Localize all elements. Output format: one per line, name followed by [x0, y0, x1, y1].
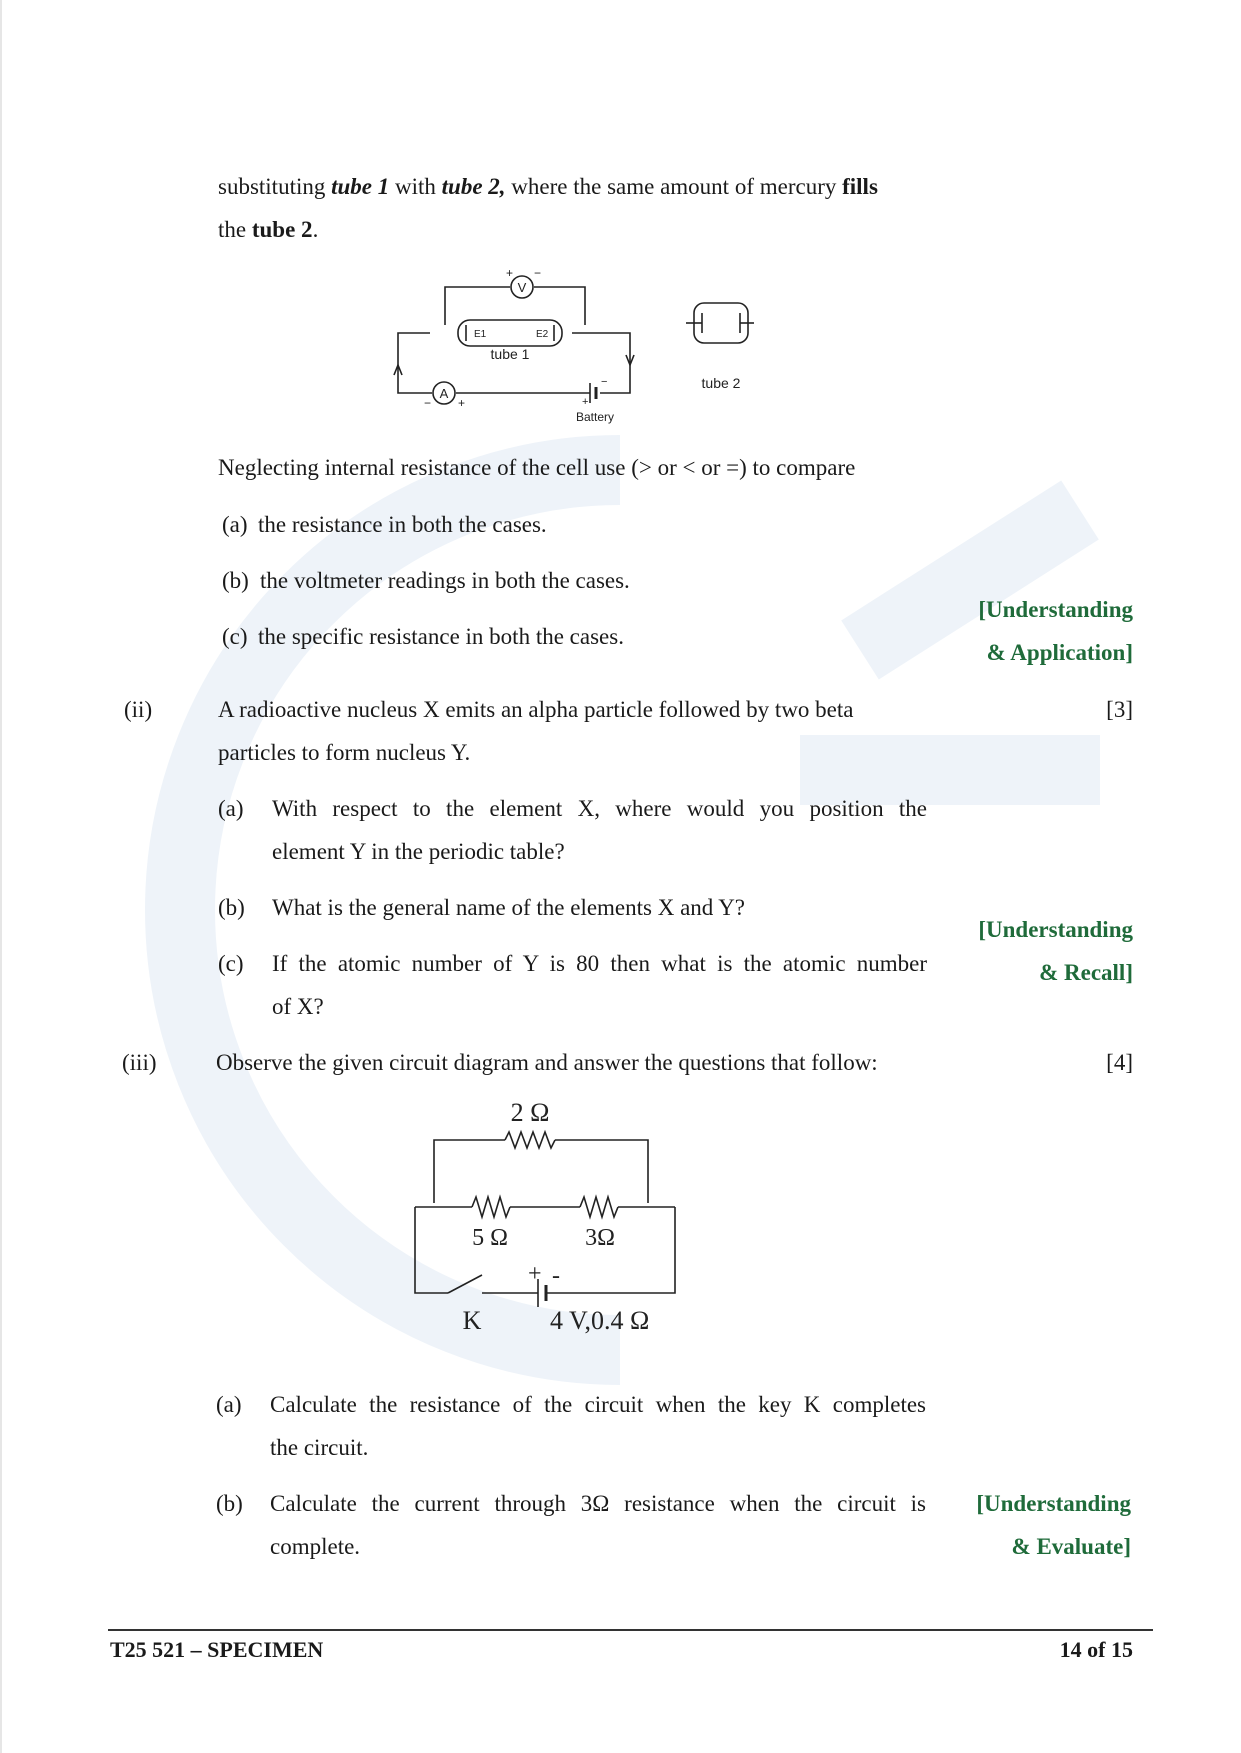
- q2-c-line-2: of X?: [272, 994, 324, 1019]
- q1-stem: Neglecting internal resistance of the cell use (> or < or =) to compare: [218, 455, 856, 480]
- q3-a-label: (a): [216, 1392, 242, 1417]
- battery-plus-sign: +: [528, 1261, 542, 1287]
- voltmeter-minus: −: [534, 266, 542, 280]
- ammeter-symbol: A: [439, 386, 449, 401]
- q3-a-line-2: the circuit.: [270, 1435, 369, 1460]
- q2-skill-tag-2: & Recall]: [1039, 960, 1133, 985]
- q2-marks: [3]: [1106, 697, 1133, 722]
- electrode-e1: E1: [474, 329, 487, 340]
- page-number: 14 of 15: [1059, 1637, 1133, 1662]
- resistor-circuit-diagram: [400, 1085, 700, 1345]
- q3-b-line-1: Calculate the current through 3Ω resistance when the circuit is: [270, 1491, 926, 1516]
- key-switch: [448, 1275, 482, 1293]
- q1-skill-tag-2: & Application]: [986, 640, 1133, 665]
- q2-a-label: (a): [218, 796, 244, 821]
- intro-line-1: substituting tube 1 with tube 2, where the same amount of mercury fills: [218, 174, 878, 199]
- page-edge: [0, 0, 2, 1753]
- q2-stem-line-2: particles to form nucleus Y.: [218, 740, 471, 765]
- q1-b-text: the voltmeter readings in both the cases.: [260, 568, 630, 593]
- q3-marks: [4]: [1106, 1050, 1133, 1075]
- tube1-label: tube 1: [490, 346, 530, 362]
- q2-b-text: What is the general name of the elements X and Y?: [272, 895, 746, 920]
- electrode-e2: E2: [536, 329, 549, 340]
- battery-plus: +: [582, 396, 589, 408]
- q2-b-label: (b): [218, 895, 245, 920]
- q1-b-label: (b): [222, 568, 249, 593]
- key-label: K: [462, 1306, 482, 1335]
- q3-b-label: (b): [216, 1491, 243, 1516]
- q1-a-text: the resistance in both the cases.: [258, 512, 547, 537]
- tube2-label: tube 2: [701, 375, 741, 391]
- battery-emf-label: 4 V,0.4 Ω: [550, 1306, 650, 1335]
- q2-skill-tag-1: [Understanding: [978, 917, 1133, 942]
- q2-stem-line-1: A radioactive nucleus X emits an alpha particle followed by two beta: [218, 697, 854, 722]
- battery-label: Battery: [575, 410, 615, 424]
- q1-c-text: the specific resistance in both the cases.: [258, 624, 624, 649]
- battery-minus: −: [601, 376, 608, 388]
- q2-c-line-1: If the atomic number of Y is 80 then what is the atomic number: [272, 951, 927, 976]
- footer-divider: [108, 1629, 1153, 1631]
- q2-c-label: (c): [218, 951, 244, 976]
- resistor-2-ohm-label: 2 Ω: [510, 1098, 550, 1127]
- q2-number: (ii): [124, 697, 153, 722]
- q3-b-line-2: complete.: [270, 1534, 361, 1559]
- q1-a-label: (a): [222, 512, 248, 537]
- resistor-5-ohm-label: 5 Ω: [472, 1225, 508, 1251]
- q1-skill-tag-1: [Understanding: [978, 597, 1133, 622]
- q2-a-line-1: With respect to the element X, where would you position the: [272, 796, 927, 821]
- tube-circuit-diagram: [390, 265, 800, 435]
- q3-skill-tag-1: [Understanding: [976, 1491, 1131, 1516]
- ammeter-plus: +: [458, 396, 466, 410]
- intro-line-2: the tube 2.: [218, 217, 319, 242]
- paper-code: T25 521 – SPECIMEN: [110, 1637, 324, 1662]
- q3-number: (iii): [122, 1050, 157, 1075]
- voltmeter-plus: +: [506, 266, 514, 280]
- battery-minus-sign: -: [552, 1263, 560, 1289]
- resistor-3-ohm-label: 3Ω: [585, 1225, 615, 1251]
- ammeter-minus: −: [424, 396, 432, 410]
- q1-c-label: (c): [222, 624, 248, 649]
- q2-a-line-2: element Y in the periodic table?: [272, 839, 565, 864]
- voltmeter-symbol: V: [517, 280, 527, 295]
- q3-stem: Observe the given circuit diagram and answer the questions that follow:: [216, 1050, 878, 1075]
- q3-skill-tag-2: & Evaluate]: [1011, 1534, 1131, 1559]
- q3-a-line-1: Calculate the resistance of the circuit when the key K completes: [270, 1392, 926, 1417]
